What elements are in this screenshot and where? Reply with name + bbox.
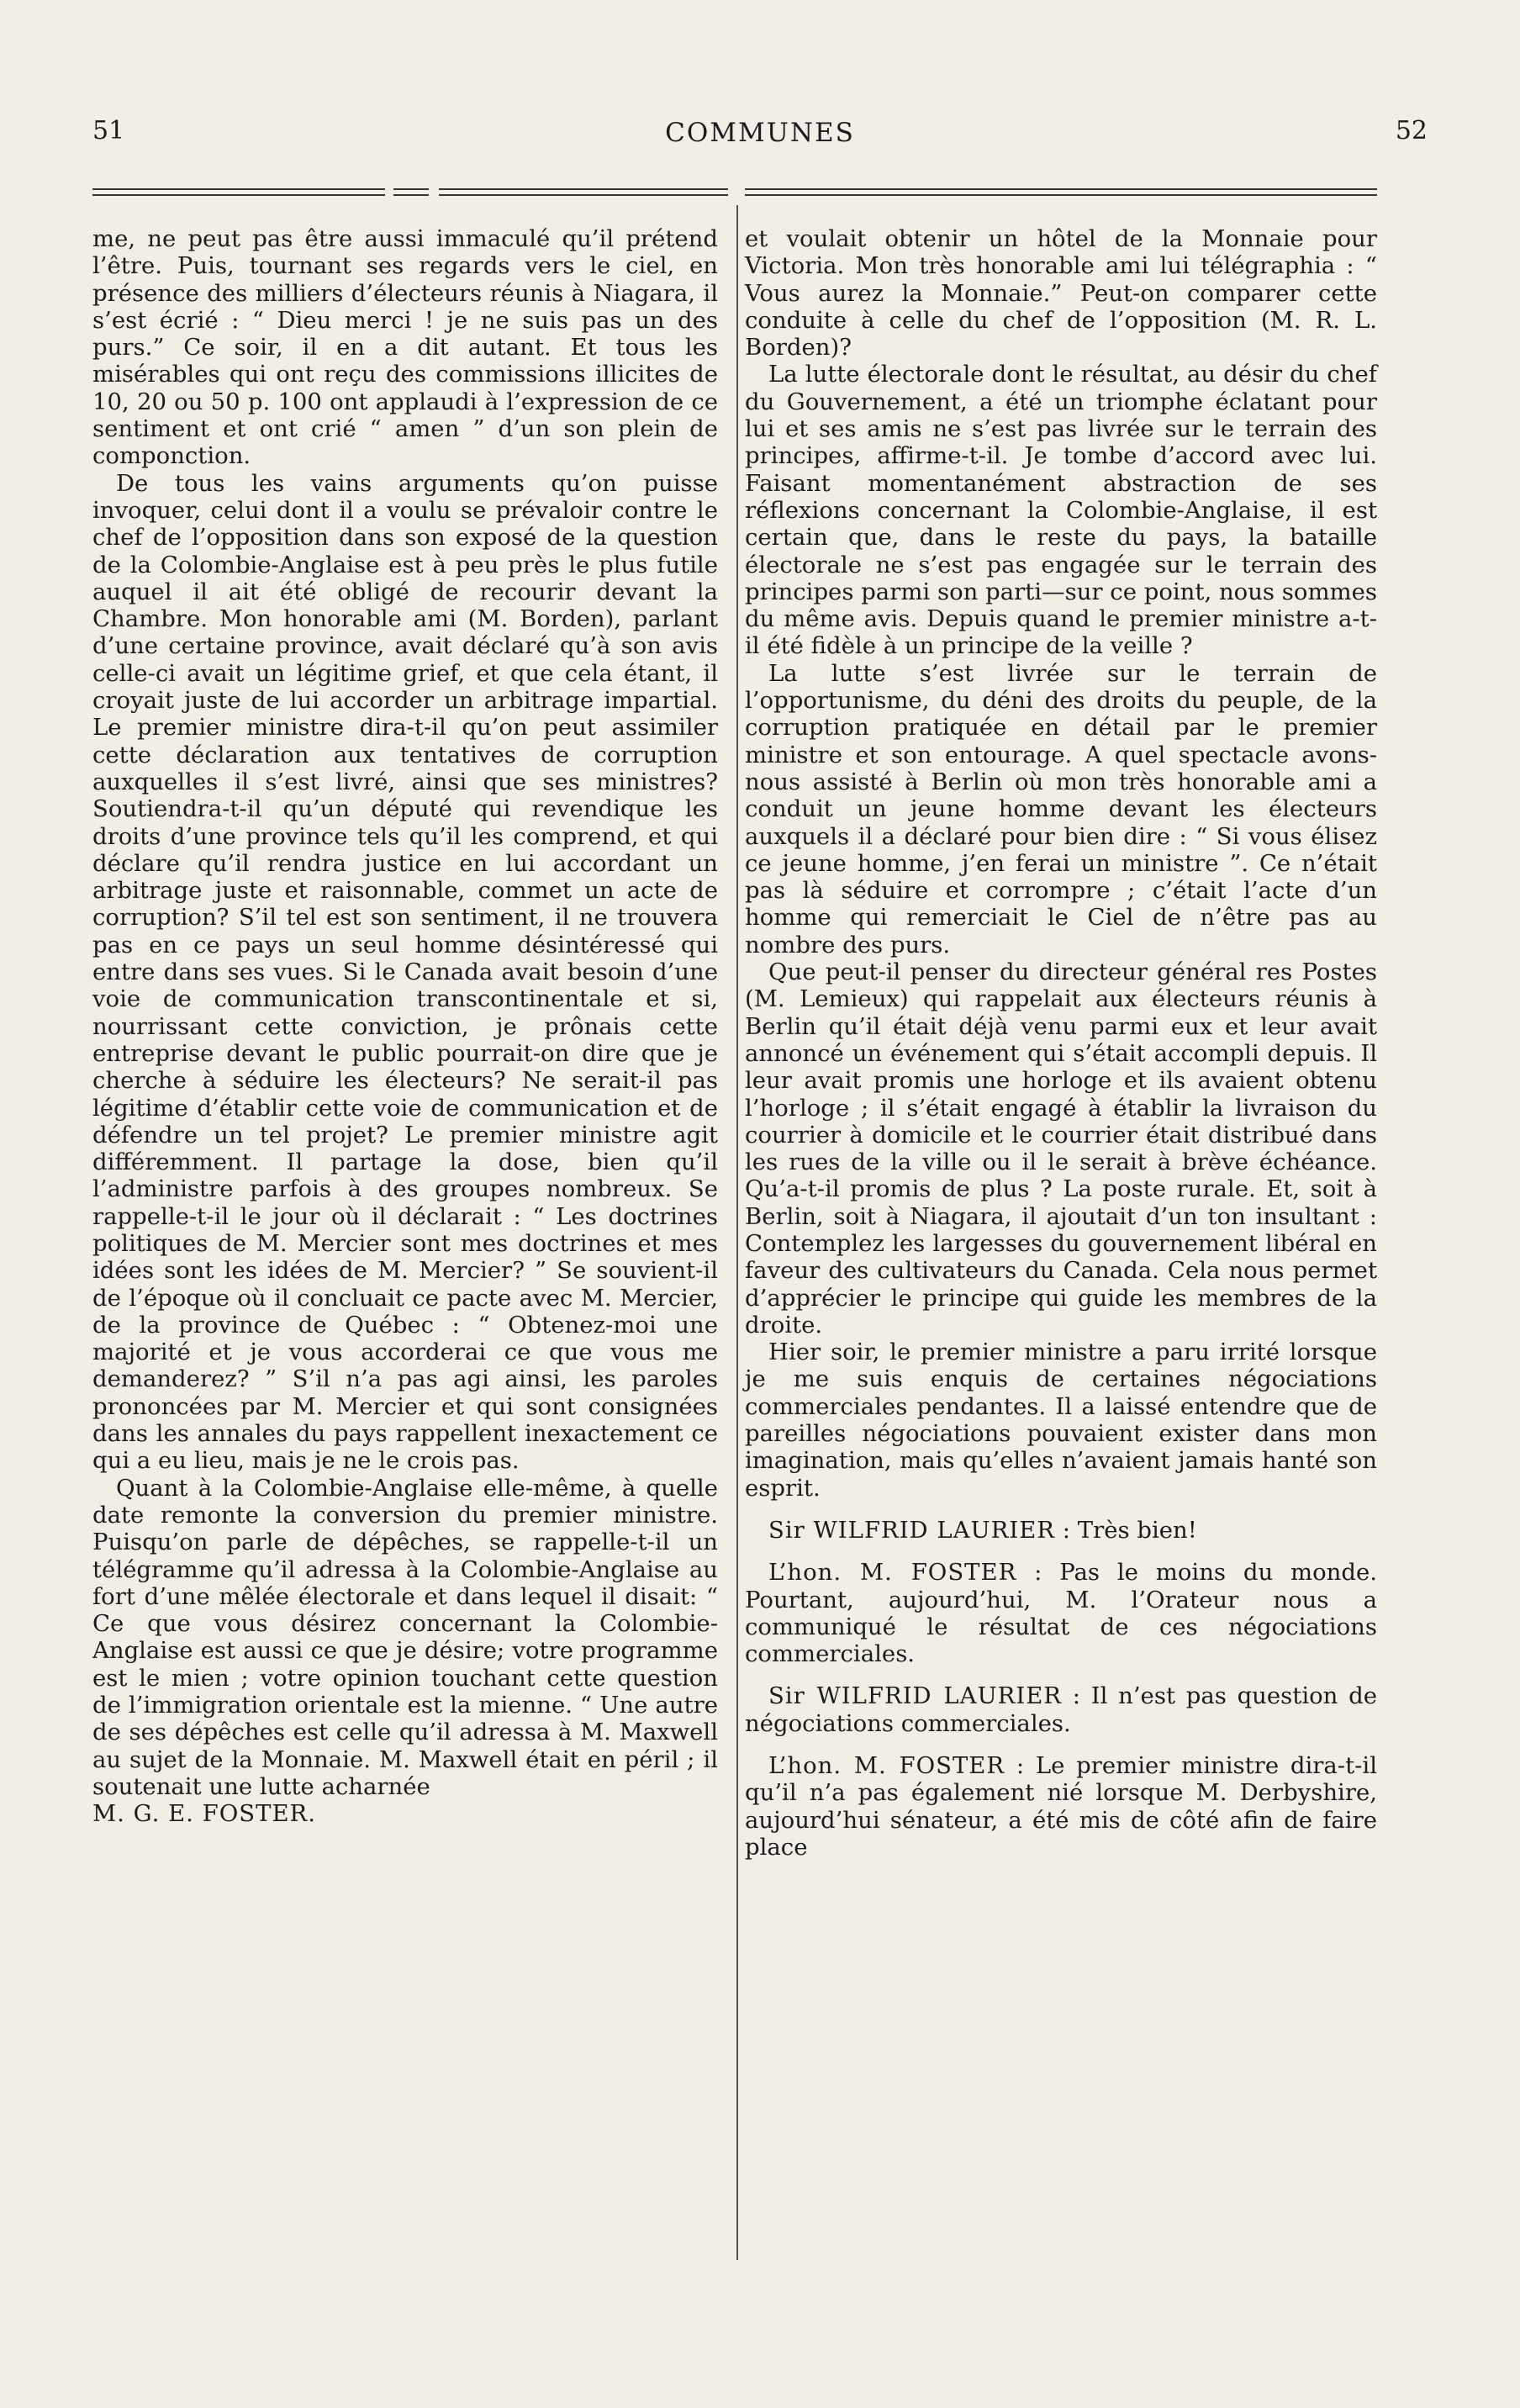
speech-text: : Il n’est pas question de négociations commerciales.	[745, 1682, 1377, 1737]
column-divider	[736, 205, 738, 2260]
page-header	[92, 116, 1428, 158]
exchange	[745, 1752, 1377, 1861]
speaker-name: Sir WILFRID LAURIER	[768, 1682, 1062, 1710]
speech-text: : Pas le moins du monde. Pourtant, aujourd’hui, M. l’Orateur nous a communiqué le résultat de ces négociations commerciales.	[745, 1559, 1378, 1668]
right-column	[745, 225, 1377, 1861]
paragraph: me, ne peut pas être aussi immaculé qu’il prétend l’être. Puis, tournant ses regards vers le ciel, en présence des milliers d’électeurs réunis à Niagara, il s’est écrié : “ Dieu merci ! je ne suis pas un des purs.” Ce soir, il en a dit autant. Et tous les misérables qui ont reçu des commissions illicites de 10, 20 ou 50 p. 100 ont applaudi à l’expression de ce sentiment et ont crié “ amen ” d’un son plein de componction.	[92, 225, 718, 470]
speech-text: : Très bien!	[1055, 1516, 1197, 1544]
paragraph: De tous les vains arguments qu’on puisse invoquer, celui dont il a voulu se prévaloir contre le chef de l’opposition dans son exposé de la question de la Colombie-Anglaise est à peu près le plus futile auquel il ait été obligé de recourir devant la Chambre. Mon honorable ami (M. Borden), parlant d’une certaine province, avait déclaré qu’à son avis celle-ci avait un légitime grief, et que cela étant, il croyait juste de lui accorder un arbitrage impartial. Le premier ministre dira-t-il qu’on peut assimiler cette déclaration aux tentatives de corruption auxquelles il s’est livré, ainsi que ses ministres? Soutiendra-t-il qu’un député qui revendique les droits d’une province tels qu’il les comprend, et qui déclare qu’il rendra justice en lui accordant un arbitrage juste et raisonnable, commet un acte de corruption? S’il tel est son sentiment, il ne trouvera pas en ce pays un seul homme désintéressé qui entre dans ses vues. Si le Canada avait besoin d’une voie de communication transcontinentale et si, nourrissant cette conviction, je prônais cette entreprise devant le public pourrait-on dire que je cherche à séduire les électeurs? Ne serait-il pas légitime d’établir cette voie de communication et de défendre un tel projet? Le premier ministre agit différemment. Il partage la dose, bien qu’il l’administre parfois à des groupes nombreux. Se rappelle-t-il le jour où il déclarait : “ Les doctrines politiques de M. Mercier sont mes doctrines et mes idées sont les idées de M. Mercier? ” Se souvient-il de l’époque où il concluait ce pacte avec M. Mercier, de la province de Québec : “ Obtenez-moi une majorité et je vous accorderai ce que vous me demanderez? ” S’il n’a pas agi ainsi, les paroles prononcées par M. Mercier et qui sont consignées dans les annales du pays rappellent inexactement ce qui a eu lieu, mais je ne le crois pas.	[92, 469, 718, 1475]
left-column	[92, 225, 718, 1828]
paragraph: La lutte électorale dont le résultat, au désir du chef du Gouvernement, a été un triomphe éclatant pour lui et ses amis ne s’est pas livrée sur le terrain des principes, affirme-t-il. Je tombe d’accord avec lui. Faisant momentanément abstraction de ses réflexions concernant la Colombie-Anglaise, il est certain que, dans le reste du pays, la bataille électorale ne s’est pas engagée sur le terrain des principes parmi son parti—sur ce point, nous sommes du même avis. Depuis quand le premier ministre a-t-il été fidèle à un principe de la veille ?	[745, 361, 1377, 660]
exchange	[745, 1559, 1377, 1667]
page-number-left: 51	[92, 116, 125, 145]
speaker-name: L’hon. M. FOSTER	[768, 1752, 1005, 1780]
paragraph: Hier soir, le premier ministre a paru irrité lorsque je me suis enquis de certaines négociations commerciales pendantes. Il a laissé entendre que de pareilles négociations pouvaient exister dans mon imagination, mais qu’elles n’avaient jamais hanté son esprit.	[745, 1339, 1377, 1502]
speech-text: : Le premier ministre dira-t-il qu’il n’a pas également nié lorsque M. Derbyshire, aujourd’hui sénateur, a été mis de côté afin de faire place	[745, 1752, 1378, 1861]
header-rule	[393, 188, 429, 197]
page-number-right: 52	[1395, 116, 1428, 145]
exchange	[745, 1682, 1377, 1737]
speaker-signature: M. G. E. FOSTER.	[92, 1800, 316, 1828]
header-rule	[92, 188, 385, 197]
paragraph: et voulait obtenir un hôtel de la Monnaie pour Victoria. Mon très honorable ami lui télégraphia : “ Vous aurez la Monnaie.” Peut-on comparer cette conduite à celle du chef de l’opposition (M. R. L. Borden)?	[745, 225, 1377, 362]
paragraph: Que peut-il penser du directeur général res Postes (M. Lemieux) qui rappelait aux électeurs réunis à Berlin qu’il était déjà venu parmi eux et leur avait annoncé un événement qui s’était accompli depuis. Il leur avait promis une horloge et ils avaient obtenu l’horloge ; il s’était engagé à établir la livraison du courrier à domicile et le courrier était distribué dans les rues de la ville ou il le serait à brève échéance. Qu’a-t-il promis de plus ? La poste rurale. Et, soit à Berlin, soit à Niagara, il ajoutait d’un ton insultant : Contemplez les largesses du gouvernement libéral en faveur des cultivateurs du Canada. Cela nous permet d’apprécier le principe qui guide les membres de la droite.	[745, 958, 1377, 1339]
header-rule	[745, 188, 1377, 197]
running-title: COMMUNES	[665, 118, 855, 148]
paragraph: La lutte s’est livrée sur le terrain de l’opportunisme, du déni des droits du peuple, de la corruption pratiquée en détail par le premier ministre et son entourage. A quel spectacle avons-nous assisté à Berlin où mon très honorable ami a conduit un jeune homme devant les électeurs auxquels il a déclaré pour bien dire : “ Si vous élisez ce jeune homme, j’en ferai un ministre ”. Ce n’était pas là séduire et corrompre ; c’était l’acte d’un homme qui remerciait le Ciel de n’être pas au nombre des purs.	[745, 659, 1377, 958]
header-rule	[439, 188, 728, 197]
exchange	[745, 1517, 1377, 1544]
paragraph: Quant à la Colombie-Anglaise elle-même, à quelle date remonte la conversion du premier ministre. Puisqu’on parle de dépêches, se rappelle-t-il un télégramme qu’il adressa à la Colombie-Anglaise au fort d’une mêlée électorale et dans lequel il disait: “ Ce que vous désirez concernant la Colombie-Anglaise est aussi ce que je désire; votre programme est le mien ; votre opinion touchant cette question de l’immigration orientale est la mienne. “ Une autre de ses dépêches est celle qu’il adressa à M. Maxwell au sujet de la Monnaie. M. Maxwell était en péril ; il soutenait une lutte acharnée	[92, 1474, 718, 1800]
speaker-name: L’hon. M. FOSTER	[768, 1559, 1017, 1587]
speaker-name: Sir WILFRID LAURIER	[768, 1516, 1055, 1544]
